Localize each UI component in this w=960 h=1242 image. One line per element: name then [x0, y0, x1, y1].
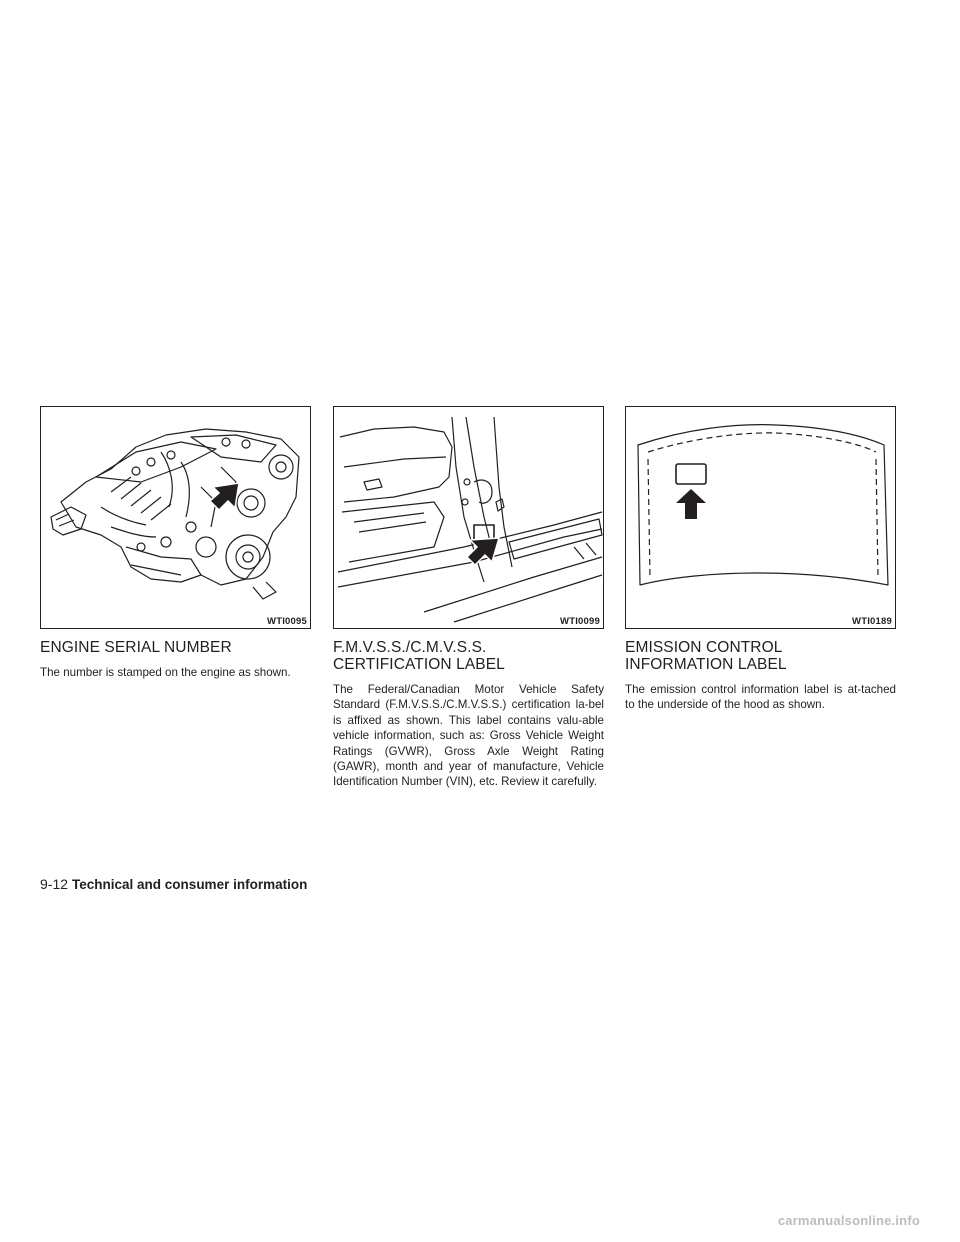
watermark: carmanualsonline.info — [777, 1213, 920, 1228]
hood-drawing — [626, 407, 895, 628]
figure-code: WTI0189 — [852, 616, 892, 627]
chapter-title: Technical and consumer information — [72, 877, 308, 892]
section-emission-label — [625, 406, 896, 713]
engine-drawing — [41, 407, 310, 628]
figure-code: WTI0099 — [560, 616, 600, 627]
location-arrow-icon — [676, 489, 706, 519]
engine-illustration — [40, 406, 311, 629]
section-heading: EMISSION CONTROL INFORMATION LABEL — [625, 639, 787, 673]
section-engine-serial — [40, 406, 311, 680]
location-arrow-icon — [467, 538, 499, 565]
section-body: The emission control information label is at-tached to the underside of the hood as shown. — [625, 683, 896, 712]
door-pillar-drawing — [334, 407, 603, 628]
section-body: The Federal/Canadian Motor Vehicle Safety Standard (F.M.V.S.S./C.M.V.S.S.) certification la-bel is affixed as shown. This label contains valu-able vehicle information, such as: Gross Vehicle Weight Ratings (GVWR), Gross Axle Weight Rating (GAWR), month and year of manufacture, Vehicle Identification Number (VIN), etc. Review it carefully. — [333, 683, 604, 789]
door-pillar-illustration — [333, 406, 604, 629]
page-number: 9-12 — [40, 876, 69, 892]
figure-code: WTI0095 — [267, 616, 307, 627]
section-certification-label — [333, 406, 604, 790]
section-heading: ENGINE SERIAL NUMBER — [40, 639, 232, 656]
location-arrow-icon — [210, 483, 239, 510]
section-body: The number is stamped on the engine as shown. — [40, 666, 291, 679]
hood-underside-illustration — [625, 406, 896, 629]
page-footer — [40, 876, 307, 892]
section-heading: F.M.V.S.S./C.M.V.S.S. CERTIFICATION LABEL — [333, 639, 505, 673]
